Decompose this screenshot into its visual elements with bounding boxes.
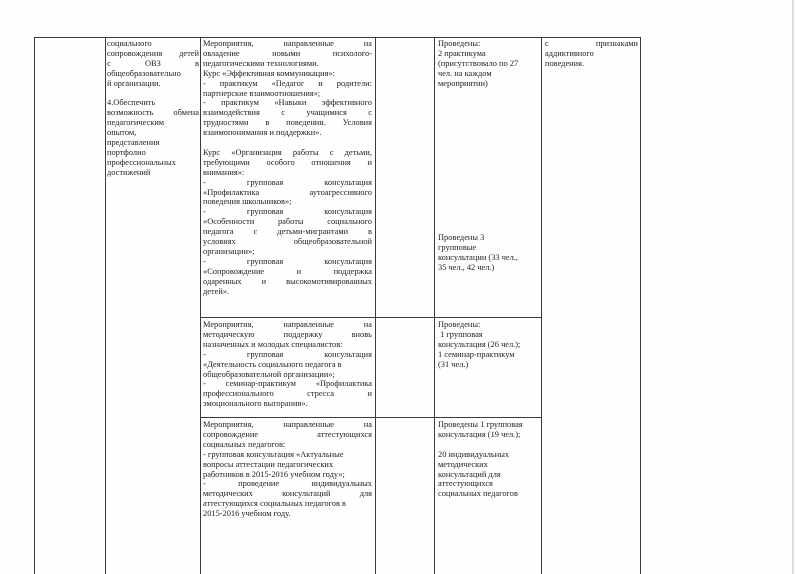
goal-line: возможность обмена (107, 108, 199, 118)
measure-line: вопросы аттестации педагогических (203, 459, 334, 469)
goal-line: представления (107, 138, 160, 148)
row-divider-2 (200, 417, 541, 418)
result-line: консультации (33 чел., (438, 252, 518, 262)
measure-line: - групповая консультация «Актуальные (203, 449, 344, 459)
result-line: консультация (26 чел.); (438, 339, 521, 349)
measure-line: партнерские взаимоотношения»; (203, 88, 321, 98)
measure-line: одаренных и высокомотивированных (203, 276, 372, 286)
measure-line: Курс «Эффективная коммуникация»: (203, 68, 335, 78)
result-line: групповые (438, 242, 477, 252)
measure-line: - семинар-практикум «Профилактика (203, 379, 372, 389)
result-line: (31 чел.) (438, 359, 469, 369)
notes-cell (545, 39, 638, 69)
goal-line: достижений (107, 167, 151, 177)
measure-line: сопровождение аттестующихся (203, 429, 372, 439)
result-line: Проведены: (438, 320, 481, 329)
result-line: консультаций для (438, 469, 501, 479)
goal-cell (107, 39, 199, 178)
measure-line: овладение новыми психолого- (203, 48, 372, 58)
measure-line: трудностями в поведении. Условия (203, 118, 372, 128)
measure-line: профессионального стресса и (203, 389, 372, 399)
measure-line: - групповая консультация (203, 349, 372, 359)
result-line: мероприятии) (438, 78, 488, 88)
measure-line: требующими особого отношения и (203, 157, 372, 167)
result-line: социальных педагогов (438, 489, 518, 499)
measure-line: организации»; (203, 247, 255, 257)
result-line: методических (438, 459, 488, 469)
goal-line: с ОВЗ в (107, 58, 199, 68)
measure-line: детей». (203, 286, 230, 296)
note-line: аддиктивного (545, 48, 594, 58)
measure-line: взаимодействия с учащимися с (203, 108, 372, 118)
measure-line: педагогическими технологиями. (203, 58, 319, 68)
results-cell-3 (438, 420, 540, 499)
measure-line: «Особенности работы социального (203, 217, 372, 227)
result-line: (присутствовало по 27 (438, 58, 519, 68)
measure-line: методическую поддержку вновь (203, 329, 372, 339)
measure-line: «Деятельность социального педагога в (203, 359, 342, 369)
measures-cell-3 (203, 420, 372, 519)
result-line: консультация (19 чел.); (438, 429, 521, 439)
result-line: 1 семинар-практикум (438, 349, 515, 359)
goal-line: педагогическим (107, 118, 165, 128)
measure-line: поведения школьников»; (203, 197, 292, 207)
result-line: 1 групповая (438, 329, 483, 339)
measure-line: - проведение индивидуальных (203, 479, 372, 489)
goal-line: опытом, (107, 128, 137, 138)
measure-line: - практикум «Навыки эффективного (203, 98, 372, 108)
measure-line: «Сопровождение и поддержка (203, 266, 372, 276)
result-line: 20 индивидуальных (438, 449, 510, 459)
measure-line: 2015-2016 учебном году. (203, 509, 291, 519)
scan-edge-shadow (792, 0, 794, 574)
measure-line: условиях общеобразовательной (203, 237, 372, 247)
measure-line: аттестующихся социальных педагогов в (203, 499, 346, 509)
goal-line: й организации. (107, 78, 161, 88)
goal-line: сопровождения детей (107, 48, 199, 58)
measure-line: Мероприятия, направленные на (203, 39, 372, 48)
measure-line: Курс «Организация работы с детьми, (203, 147, 372, 157)
measure-line: эмоционального выгорания». (203, 399, 308, 409)
measure-line: - групповая консультация (203, 177, 372, 187)
result-line: 35 чел., 42 чел.) (438, 262, 495, 272)
measures-cell-2 (203, 320, 372, 409)
table-top-border (34, 37, 641, 38)
goal-line: общеобразовательно (107, 68, 181, 78)
goal-line: портфолио (107, 147, 146, 157)
column-divider-5 (541, 37, 542, 574)
result-line: Проведены 3 (438, 233, 485, 242)
measure-line: методических консультаций для (203, 489, 372, 499)
measure-line: - практикум «Педагог и родители: (203, 78, 372, 88)
column-divider-3 (375, 37, 376, 574)
results-cell-1b (438, 233, 540, 273)
measure-line: Мероприятия, направленные на (203, 420, 372, 429)
measure-line: - групповая консультация (203, 256, 372, 266)
note-line: поведения. (545, 58, 585, 68)
column-divider-1 (105, 37, 106, 574)
measure-line: назначенных и молодых специалистов: (203, 339, 343, 349)
goal-line: 4.Обеспечить (107, 98, 156, 108)
measure-line: социальных педагогов: (203, 439, 286, 449)
measure-line: педагога с детьми-мигрантами в (203, 227, 372, 237)
result-line: Проведены: (438, 39, 481, 48)
measure-line: работников в 2015-2016 учебном году»; (203, 469, 345, 479)
measure-line: внимания»: (203, 167, 245, 177)
results-cell-2 (438, 320, 540, 370)
result-line: чел. на каждом (438, 68, 492, 78)
column-divider-2 (200, 37, 201, 574)
goal-line: профессиональных (107, 157, 176, 167)
results-cell-1a (438, 39, 540, 89)
measure-line: «Профилактика аутоагрессивного (203, 187, 372, 197)
measure-line: - групповая консультация (203, 207, 372, 217)
measure-line: общеобразовательной организации»; (203, 369, 335, 379)
measure-line: Мероприятия, направленные на (203, 320, 372, 329)
row-divider-1 (200, 317, 541, 318)
note-line: с признаками (545, 39, 638, 48)
measure-line: взаимопонимания и поддержки». (203, 128, 322, 138)
measures-cell-1 (203, 39, 372, 297)
result-line: аттестующихся (438, 479, 493, 489)
goal-line: социального (107, 39, 152, 48)
column-divider-4 (434, 37, 435, 574)
table-right-border (640, 37, 641, 574)
table-left-border (34, 37, 35, 574)
result-line: 2 практикума (438, 48, 486, 58)
result-line: Проведены 1 групповая (438, 420, 523, 429)
